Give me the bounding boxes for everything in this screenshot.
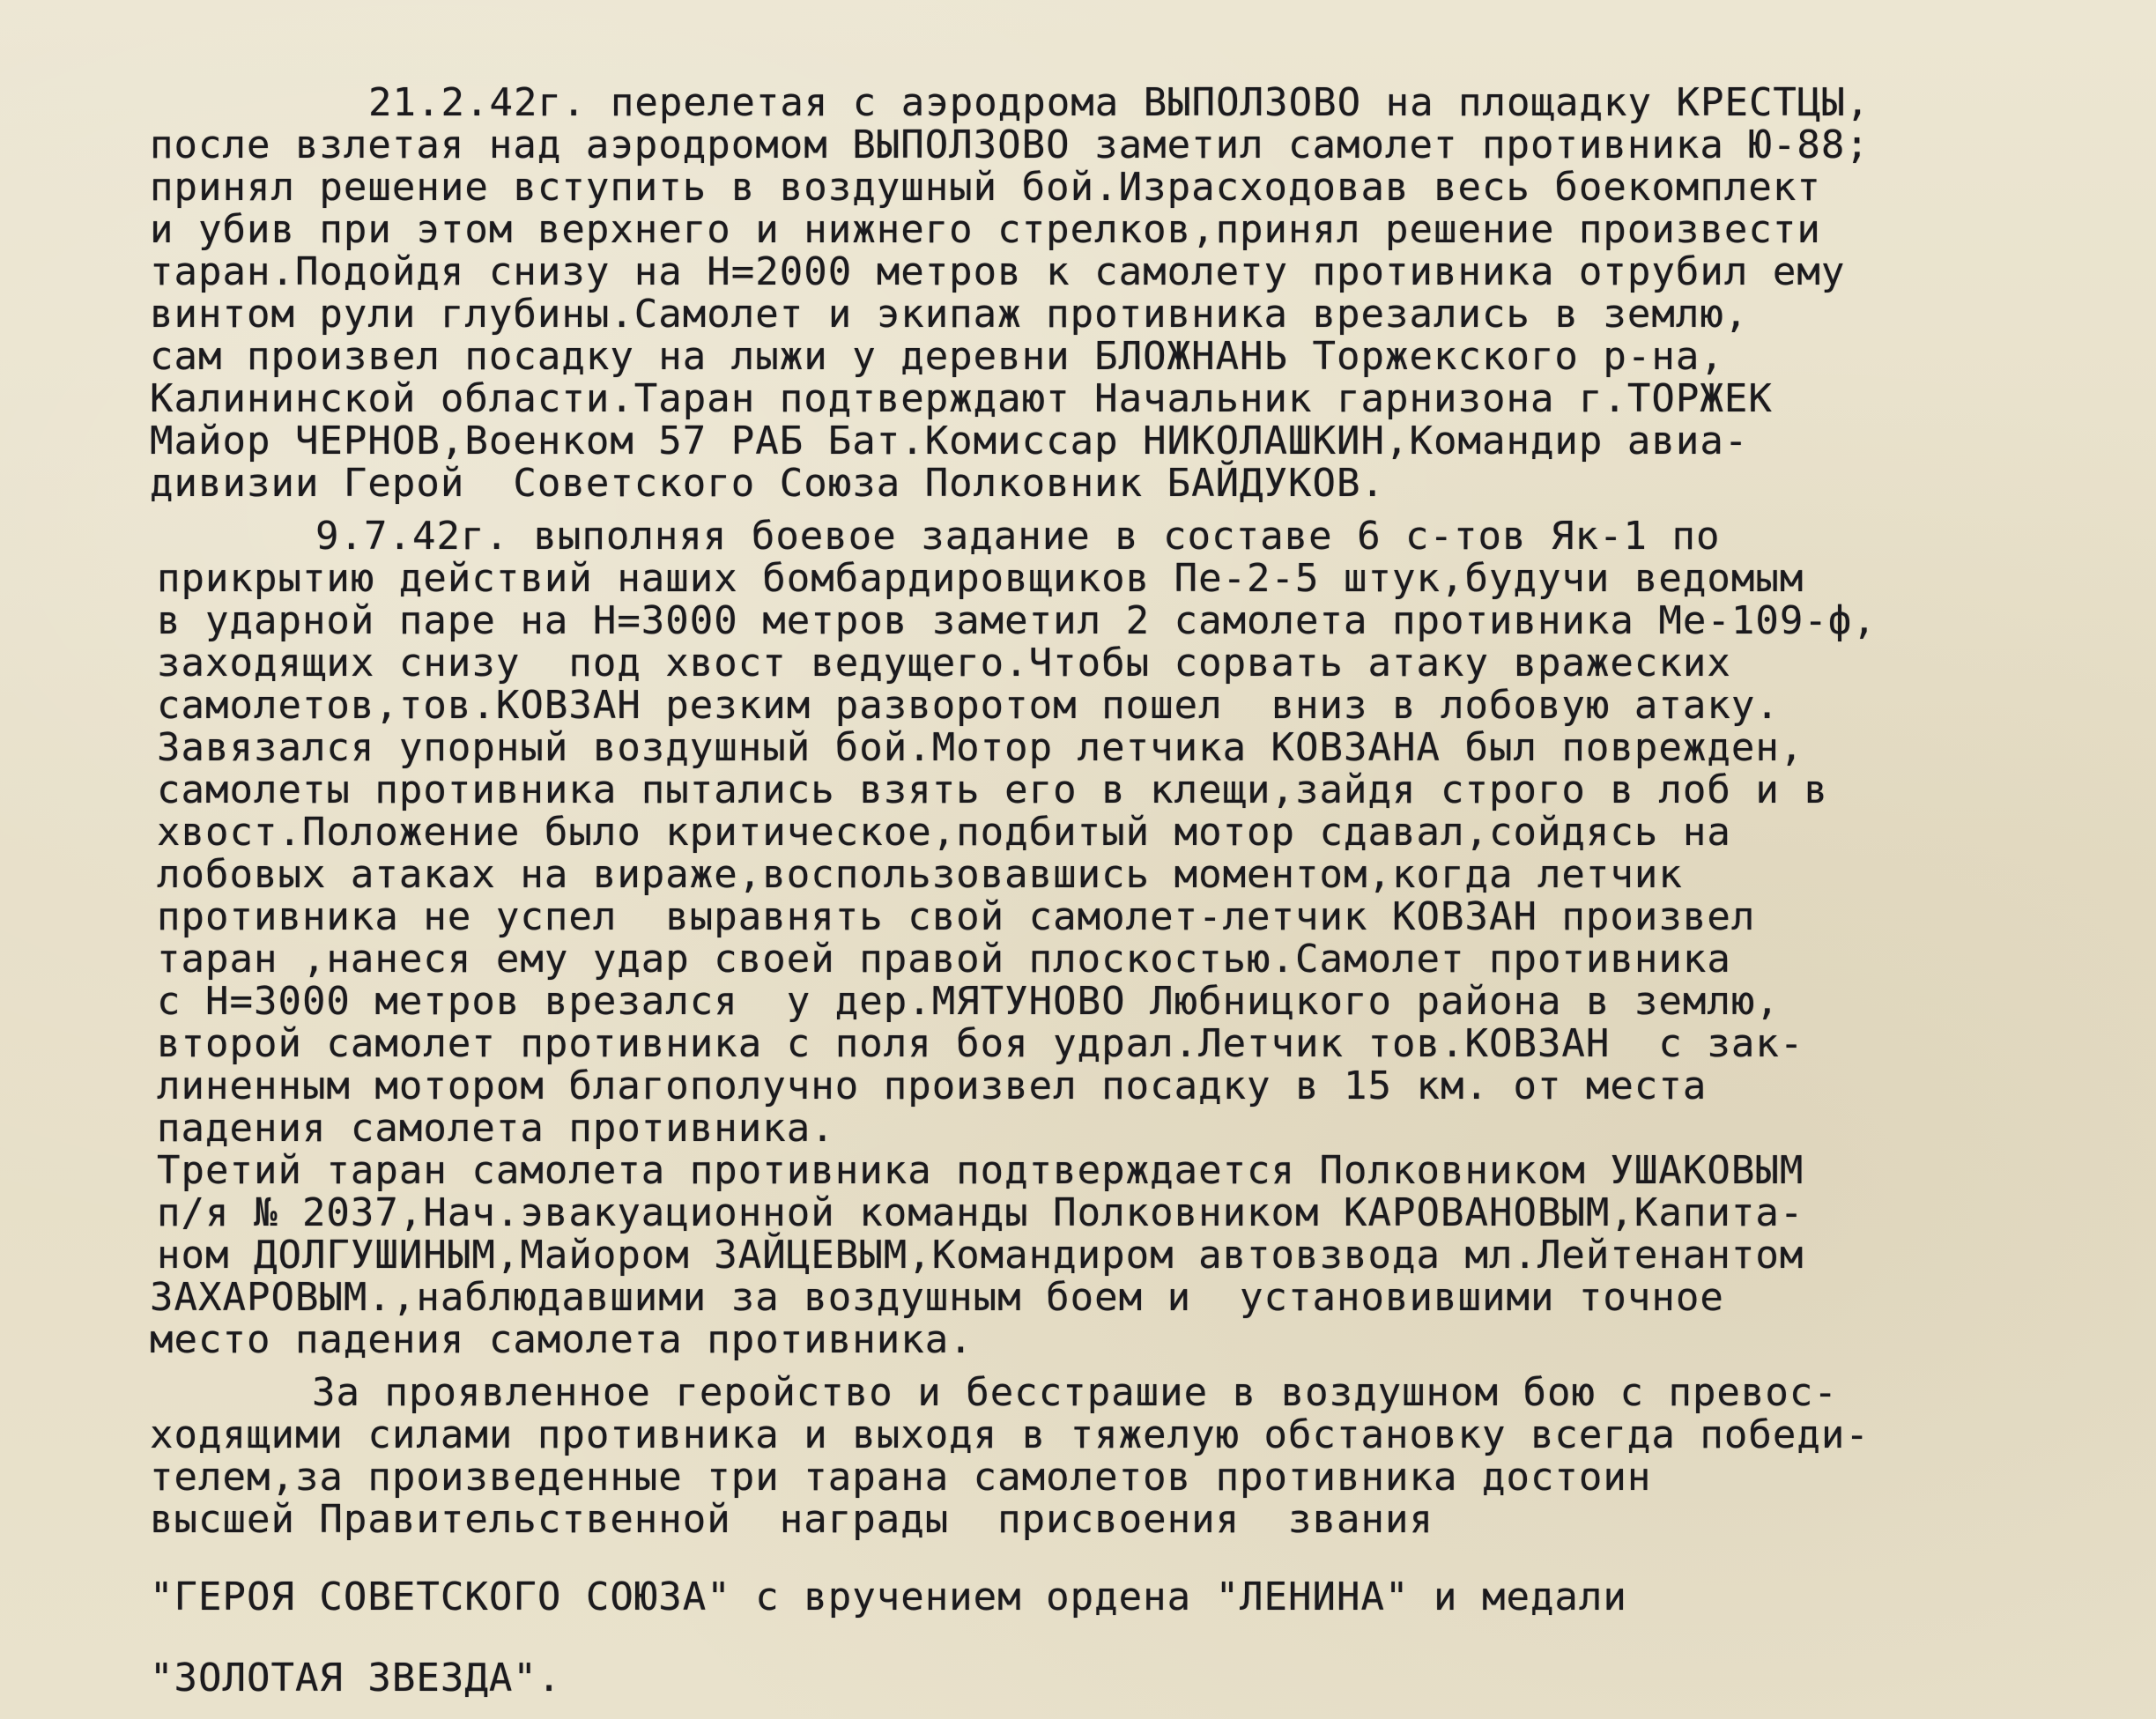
paragraph-3-line-2: п/я № 2037,Нач.эвакуационной команды Полковником КАРОВАНОВЫМ,Капита- (157, 1190, 1804, 1235)
paragraph-1-line-10: дивизии Герой Советского Союза Полковник БАЙДУКОВ. (150, 461, 1386, 506)
paragraph-2-line-14: линенным мотором благополучно произвел посадку в 15 км. от места (157, 1063, 1708, 1108)
paragraph-2-line-13: второй самолет противника с поля боя удрал.Летчик тов.КОВЗАН с зак- (157, 1021, 1804, 1066)
paragraph-3-line-5: место падения самолета противника. (150, 1317, 974, 1362)
closing-line-1: "ГЕРОЯ СОВЕТСКОГО СОЮЗА" с вручением ордена "ЛЕНИНА" и медали (150, 1575, 1627, 1619)
paragraph-1-line-8: Калининской области.Таран подтверждают Начальник гарнизона г.ТОРЖЕК (150, 376, 1773, 421)
paragraph-4-line-4: высшей Правительственной награды присвоения звания (150, 1497, 1434, 1542)
paragraph-1-line-9: Майор ЧЕРНОВ,Военком 57 РАБ Бат.Комиссар НИКОЛАШКИН,Командир авиа- (150, 419, 1749, 463)
paragraph-4-line-1: За проявленное геройство и бесстрашие в воздушном бою с превос- (312, 1370, 1838, 1415)
paragraph-2-line-6: Завязался упорный воздушный бой.Мотор летчика КОВЗАНА был поврежден, (157, 725, 1804, 770)
paragraph-1-line-5: таран.Подойдя снизу на Н=2000 метров к самолету противника отрубил ему (150, 249, 1846, 294)
paragraph-1-line-6: винтом рули глубины.Самолет и экипаж противника врезались в землю, (150, 292, 1749, 337)
paragraph-4-line-3: телем,за произведенные три тарана самолетов противника достоин (150, 1455, 1652, 1500)
paragraph-1-line-7: сам произвел посадку на лыжи у деревни БЛОЖНАНЬ Торжекского р-на, (150, 334, 1724, 379)
paragraph-1-line-4: и убив при этом верхнего и нижнего стрелков,принял решение произвести (150, 207, 1821, 252)
paragraph-2-line-9: лобовых атаках на вираже,воспользовавшись моментом,когда летчик (157, 852, 1683, 897)
paragraph-2-line-11: таран ,нанеся ему удар своей правой плоскостью.Самолет противника (157, 937, 1731, 982)
paragraph-2-line-1: 9.7.42г. выполняя боевое задание в составе 6 с-тов Як-1 по (315, 514, 1721, 559)
paragraph-1-line-2: после взлетая над аэродромом ВЫПОЛЗОВО заметил самолет противника Ю-88; (150, 122, 1870, 167)
paragraph-4-line-2: ходящими силами противника и выходя в тяжелую обстановку всегда победи- (150, 1412, 1870, 1457)
paragraph-3-line-4: ЗАХАРОВЫМ.,наблюдавшими за воздушным боем и установившими точное (150, 1275, 1724, 1320)
paragraph-2-line-2: прикрытию действий наших бомбардировщиков Пе-2-5 штук,будучи ведомым (157, 556, 1804, 601)
paragraph-2-line-8: хвост.Положение было критическое,подбитый мотор сдавал,сойдясь на (157, 810, 1731, 855)
paragraph-2-line-15: падения самолета противника. (157, 1106, 835, 1151)
paragraph-1-line-1: 21.2.42г. перелетая с аэродрома ВЫПОЛЗОВО на площадку КРЕСТЦЫ, (368, 80, 1871, 125)
paragraph-2-line-10: противника не успел выравнять свой самолет-летчик КОВЗАН произвел (157, 894, 1756, 939)
paragraph-2-line-5: самолетов,тов.КОВЗАН резким разворотом пошел вниз в лобовую атаку. (157, 683, 1780, 728)
paragraph-2-line-12: с Н=3000 метров врезался у дер.МЯТУНОВО Любницкого района в землю, (157, 979, 1780, 1024)
paragraph-1-line-3: принял решение вступить в воздушный бой.Израсходовав весь боекомплект (150, 165, 1821, 210)
paragraph-3-line-1: Третий таран самолета противника подтверждается Полковником УШАКОВЫМ (157, 1148, 1804, 1193)
paragraph-2-line-4: заходящих снизу под хвост ведущего.Чтобы сорвать атаку вражеских (157, 641, 1731, 685)
closing-line-2: "ЗОЛОТАЯ ЗВЕЗДА". (150, 1656, 562, 1700)
paragraph-2-line-7: самолеты противника пытались взять его в клещи,зайдя строго в лоб и в (157, 767, 1828, 812)
paragraph-3-line-3: ном ДОЛГУШИНЫМ,Майором ЗАЙЦЕВЫМ,Командиром автовзвода мл.Лейтенантом (157, 1233, 1804, 1278)
paragraph-2-line-3: в ударной паре на Н=3000 метров заметил 2 самолета противника Ме-109-ф, (157, 598, 1877, 643)
